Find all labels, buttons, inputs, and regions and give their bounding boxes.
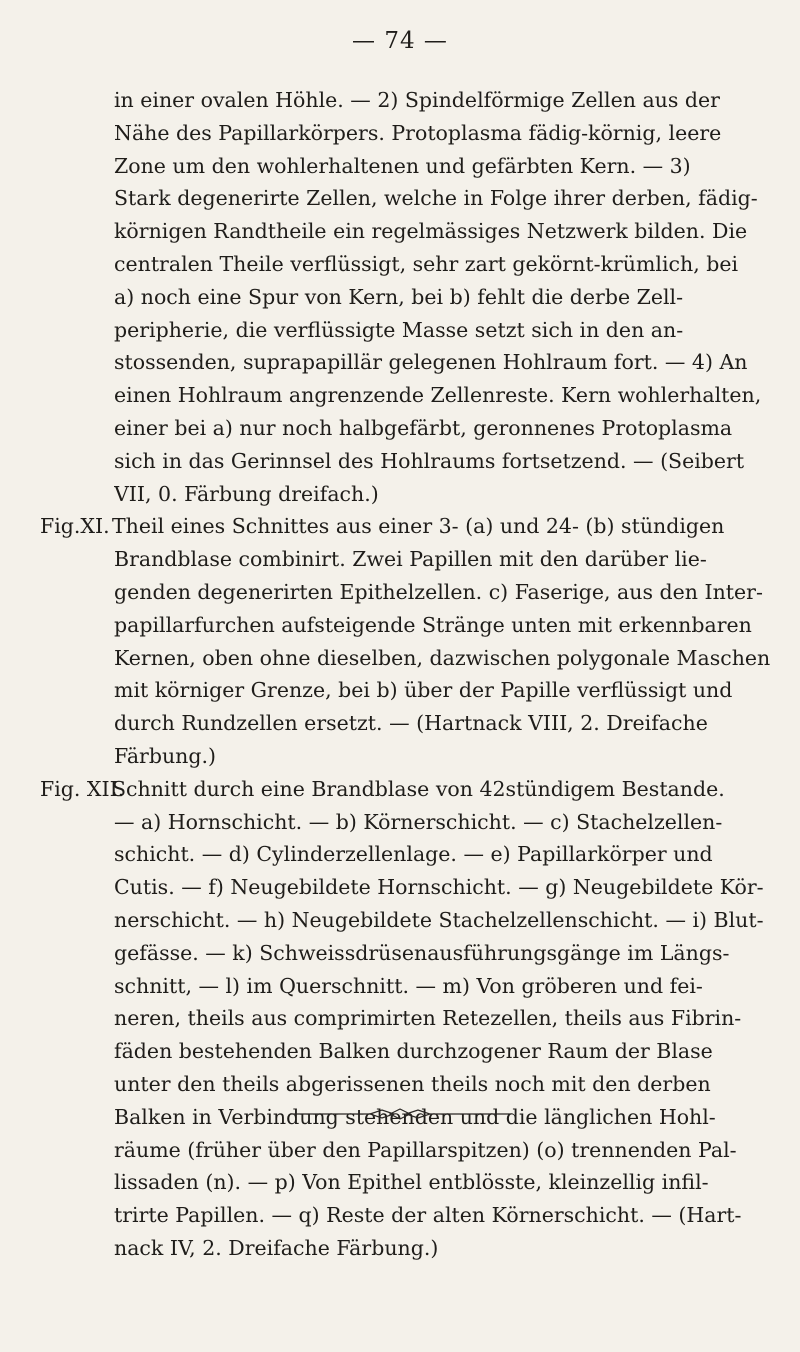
text-line: schicht. — d) Cylinderzellenlage. — e) Papillarkörper und bbox=[114, 842, 713, 867]
text-line: einer bei a) nur noch halbgefärbt, geronnenes Protoplasma bbox=[114, 415, 733, 440]
text-line: fäden bestehenden Balken durchzogener Raum der Blase bbox=[114, 1039, 713, 1064]
text-line: gefässe. — k) Schweissdrüsenausführungsgänge im Längs- bbox=[114, 940, 730, 965]
text-line: genden degenerirten Epithelzellen. c) Faserige, aus den Inter- bbox=[114, 579, 763, 604]
body-text bbox=[40, 84, 770, 1265]
text-line: nerschicht. — h) Neugebildete Stachelzellenschicht. — i) Blut- bbox=[114, 907, 764, 932]
text-line: stossenden, suprapapillär gelegenen Hohlraum fort. — 4) An bbox=[114, 350, 748, 375]
text-line: Schnitt durch eine Brandblase von 42stündigem Bestande. bbox=[112, 776, 725, 801]
text-line: Zone um den wohlerhaltenen und gefärbten Kern. — 3) bbox=[114, 153, 691, 178]
text-line: a) noch eine Spur von Kern, bei b) fehlt die derbe Zell- bbox=[114, 284, 684, 309]
text-line: einen Hohlraum angrenzende Zellenreste. Kern wohlerhalten, bbox=[114, 383, 762, 408]
text-line: trirte Papillen. — q) Reste der alten Körnerschicht. — (Hart- bbox=[114, 1203, 742, 1228]
text-line: lissaden (n). — p) Von Epithel entblösste, kleinzellig infil- bbox=[114, 1170, 709, 1195]
figure-label: Fig. XII. bbox=[40, 776, 125, 801]
text-line: Brandblase combinirt. Zwei Papillen mit den darüber lie- bbox=[114, 547, 707, 572]
text-line: durch Rundzellen ersetzt. — (Hartnack VIII, 2. Dreifache bbox=[114, 711, 708, 736]
text-line: räume (früher über den Papillarspitzen) (o) trennenden Pal- bbox=[114, 1137, 737, 1162]
text-line: Theil eines Schnittes aus einer 3- (a) und 24- (b) stündigen bbox=[112, 514, 725, 539]
text-line: Nähe des Papillarkörpers. Protoplasma fädig-körnig, leere bbox=[114, 120, 722, 145]
text-line: körnigen Randtheile ein regelmässiges Netzwerk bilden. Die bbox=[114, 219, 748, 244]
ornament-svg bbox=[290, 1108, 510, 1120]
text-line: — a) Hornschicht. — b) Körnerschicht. — c) Stachelzellen- bbox=[114, 809, 723, 834]
text-line: Stark degenerirte Zellen, welche in Folge ihrer derben, fädig- bbox=[114, 186, 758, 211]
text-line: mit körniger Grenze, bei b) über der Papille verflüssigt und bbox=[114, 678, 733, 703]
text-line: centralen Theile verflüssigt, sehr zart gekörnt-krümlich, bei bbox=[114, 251, 739, 276]
text-line: nack IV, 2. Dreifache Färbung.) bbox=[114, 1235, 439, 1260]
figure-caption-xi bbox=[40, 510, 770, 772]
text-line: Färbung.) bbox=[114, 743, 217, 768]
text-paragraph-continued bbox=[40, 84, 770, 510]
figure-label: Fig.XI. bbox=[40, 514, 110, 539]
caption-first-line bbox=[40, 510, 770, 543]
text-line: VII, 0. Färbung dreifach.) bbox=[114, 481, 379, 506]
text-line: Kernen, oben ohne dieselben, dazwischen polygonale Maschen bbox=[114, 645, 770, 670]
text-line: neren, theils aus comprimirten Retezellen, theils aus Fibrin- bbox=[114, 1006, 742, 1031]
text-line: schnitt, — l) im Querschnitt. — m) Von gröberen und fei- bbox=[114, 973, 703, 998]
text-line: unter den theils abgerissenen theils noch mit den derben bbox=[114, 1071, 711, 1096]
text-line: peripherie, die verflüssigte Masse setzt sich in den an- bbox=[114, 317, 684, 342]
text-line: sich in das Gerinnsel des Hohlraums fortsetzend. — (Seibert bbox=[114, 448, 745, 473]
text-line: in einer ovalen Höhle. — 2) Spindelförmige Zellen aus der bbox=[114, 88, 720, 112]
section-end-ornament-icon bbox=[0, 1108, 800, 1120]
text-line: Balken in Verbindung stehenden und die länglichen Hohl- bbox=[114, 1104, 716, 1129]
page-number: — 74 — bbox=[352, 28, 448, 54]
figure-caption-xii bbox=[40, 773, 770, 1265]
text-line: papillarfurchen aufsteigende Stränge unten mit erkennbaren bbox=[114, 612, 752, 637]
caption-first-line bbox=[40, 773, 770, 806]
text-line: Cutis. — f) Neugebildete Hornschicht. — g) Neugebildete Kör- bbox=[114, 875, 764, 900]
